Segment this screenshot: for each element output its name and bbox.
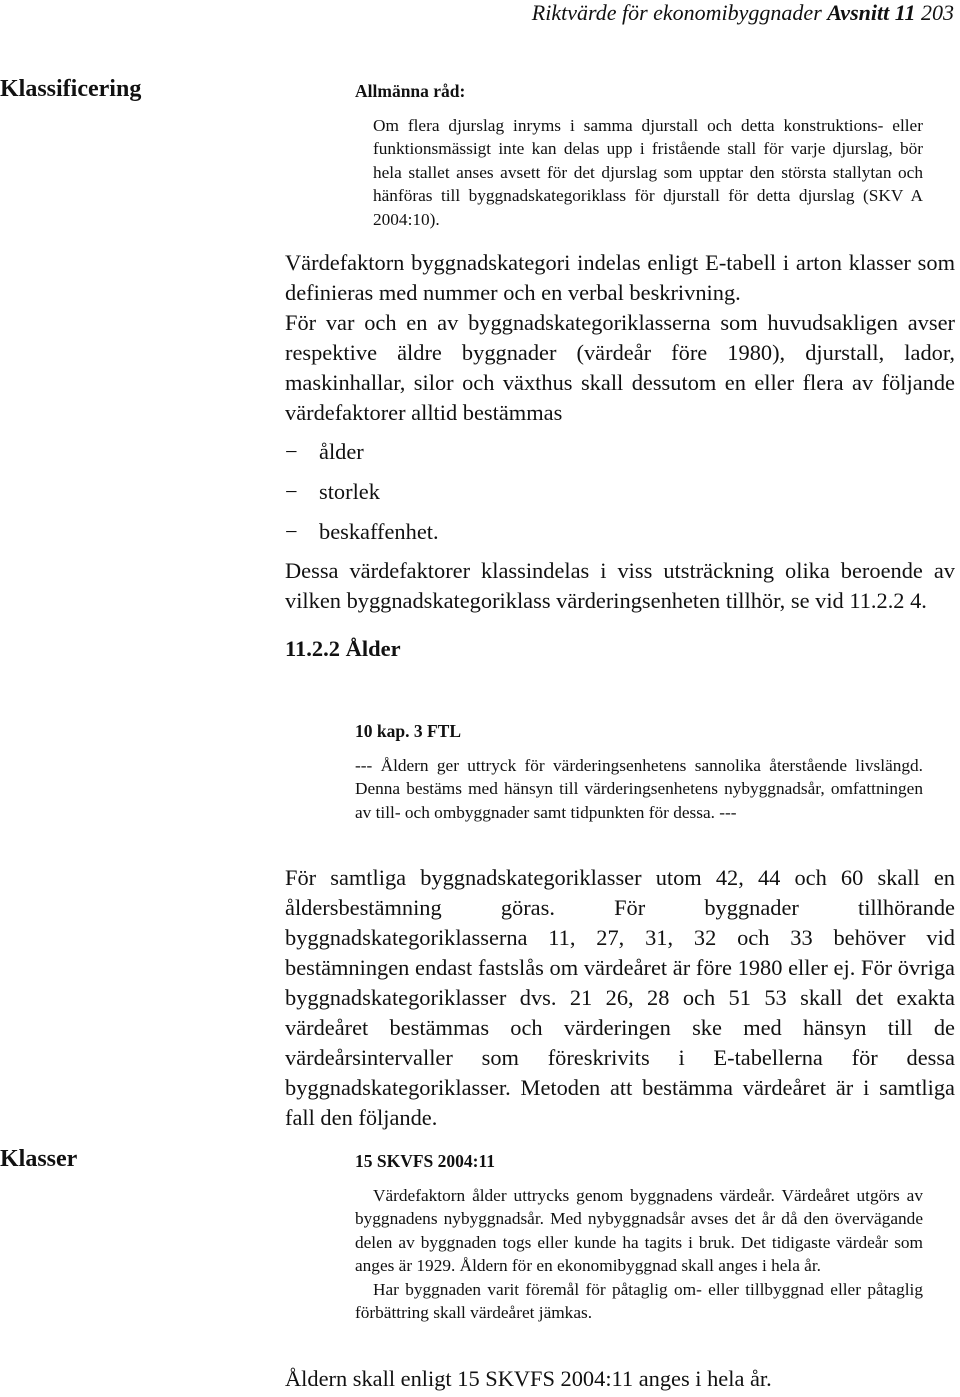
paragraph-value-factors: För var och en av byggnadskategoriklasserna som huvudsakligen avser respektive äldre byggnader (värdeår före 1980), djurstall, lador, maskinhallar, silor och växthus skall dessutom en eller flera av följande värdefaktorer alltid bestämmas [285, 310, 955, 425]
skvfs-quote [355, 1150, 923, 1325]
main-text-2 [285, 863, 955, 1133]
paragraph-final: Åldern skall enligt 15 SKVFS 2004:11 anges i hela år. [285, 1366, 772, 1391]
header-title: Riktvärde för ekonomibyggnader [531, 0, 828, 25]
list-item: − ålder [285, 432, 955, 472]
side-heading-klasser: Klasser [0, 1146, 78, 1172]
header-section: Avsnitt 11 [827, 0, 916, 25]
advice-text: Om flera djurslag inryms i samma djurstall och detta konstruktions- eller funktionsmässigt inte kan delas upp i fristående stall för varje djurslag, bör hela stallet anses avsett för det djurslag som upptar den största stallytan och hänföras till byggnadskategoriklass för djurstall för detta djurslag (SKV A 2004:10). [373, 115, 923, 229]
skvfs-heading: 15 SKVFS 2004:11 [355, 1151, 496, 1171]
ftl-text: --- Åldern ger uttryck för värderingsenhetens sannolika återstående livslängd. Denna bestäms med hänsyn till värderingsenhetens nybyggnadsår, omfattningen av till- och ombyggnader samt tidpunkten för dessa. --- [355, 755, 923, 822]
advice-box [355, 80, 923, 231]
main-text-3 [285, 1364, 955, 1394]
value-factor-list [285, 432, 955, 552]
section-title-alder: 11.2.2 Ålder [285, 636, 401, 661]
paragraph-age-determination: För samtliga byggnadskategoriklasser utom 42, 44 och 60 skall en åldersbestämning göras. För byggnader tillhörande byggnadskategoriklasserna 11, 27, 31, 32 och 33 behöver vid bestämningen endast fastslås om värdeåret är före 1980 eller ej. För övriga byggnadskategoriklasser dvs. 21 26, 28 och 51 53 skall det exakta värdeåret bestämmas och värderingen ske med hänsyn till de värdeårsintervaller som föreskrivits i E-tabellerna för dessa byggnadskategoriklasser. Metoden att bestämma värdeåret är i samtliga fall den följande. [285, 865, 955, 1130]
paragraph-categories: Värdefaktorn byggnadskategori indelas enligt E-tabell i arton klasser som definieras med nummer och en verbal beskrivning. [285, 250, 955, 305]
main-text-1 [285, 248, 955, 664]
ftl-heading: 10 kap. 3 FTL [355, 721, 461, 741]
skvfs-text-1: Värdefaktorn ålder uttrycks genom byggnadens värdeår. Värdeåret utgörs av byggnadens nybyggnadsår. Med nybyggnadsår avses det år då den övervägande delen av byggnaden togs eller kunde ha tagits i bruk. Det tidigaste värdeår som anges är 1929. Åldern för en ekonomibyggnad skall anges i hela år. [355, 1185, 923, 1275]
skvfs-text-2: Har byggnaden varit föremål för påtaglig om- eller tillbyggnad eller påtaglig förbättring skall värdeåret jämkas. [355, 1279, 923, 1322]
list-item: − storlek [285, 472, 955, 512]
page-number: 203 [915, 0, 954, 25]
list-item: − beskaffenhet. [285, 512, 955, 552]
ftl-quote [355, 720, 923, 824]
side-heading-klassificering: Klassificering [0, 76, 142, 102]
advice-heading: Allmänna råd: [355, 81, 466, 101]
paragraph-classification: Dessa värdefaktorer klassindelas i viss utsträckning olika beroende av vilken byggnadskategoriklass värderingsenheten tillhör, se vid 11.2.2 4. [285, 558, 955, 613]
page-header [532, 0, 954, 26]
